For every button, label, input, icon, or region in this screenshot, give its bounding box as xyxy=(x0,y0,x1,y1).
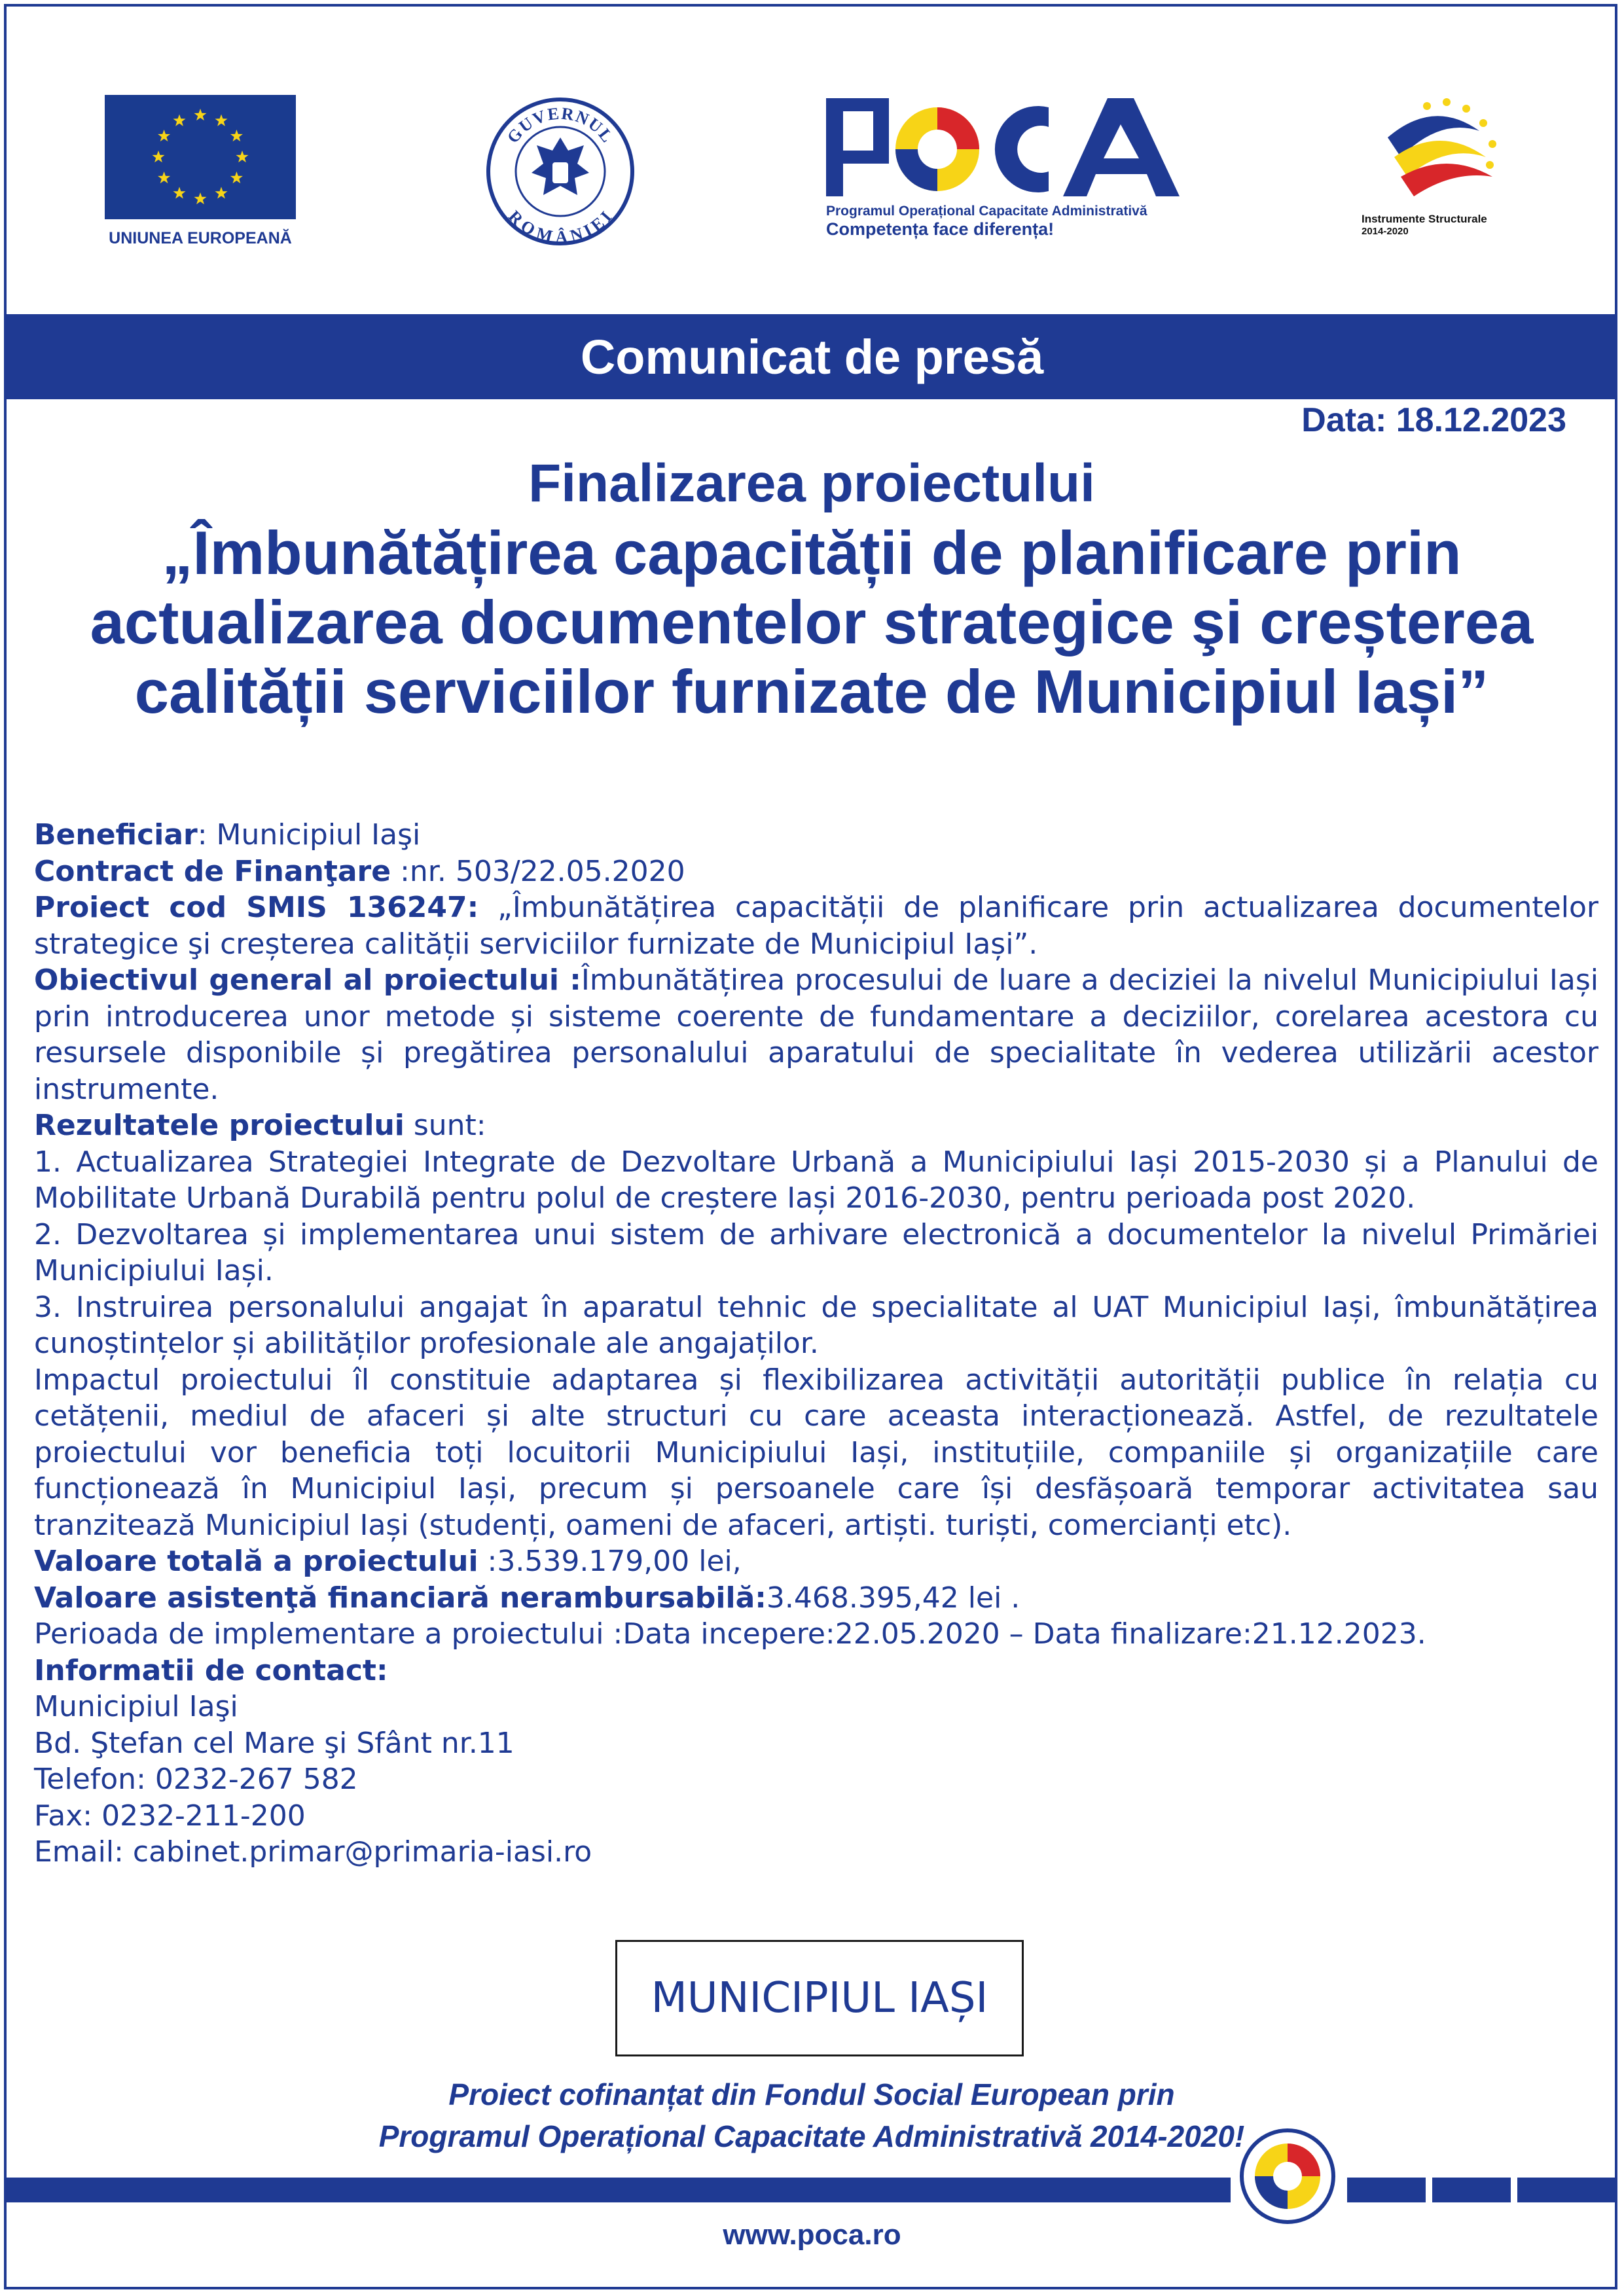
beneficiary-value: : Municipiul Iaşi xyxy=(197,818,421,852)
objective-value: Îmbunătățirea procesului de luare a deciziei la nivelul Municipiului Iași prin introducerea unor metode și sisteme coerente de fundamentare a deciziilor, corelarea acestora cu resursele disponibile și pregătirea personalului aparatului de specialitate în vederea utilizării acestor instrumente. xyxy=(34,963,1598,1106)
contact-email: Email: cabinet.primar@primaria-iasi.ro xyxy=(34,1835,592,1869)
press-release-body xyxy=(34,817,1598,1871)
results-suffix: sunt: xyxy=(404,1109,486,1142)
cofinancing-line-2: Programul Operațional Capacitate Administrativă 2014-2020! xyxy=(378,2119,1245,2153)
footer-bar-left xyxy=(7,2178,1231,2202)
title-line-1: Finalizarea proiectului xyxy=(528,454,1095,513)
contact-phone: Telefon: 0232-267 582 xyxy=(34,1763,358,1796)
poca-line2: Competența face diferența! xyxy=(826,219,1055,239)
svg-text:ROMÂNIEI xyxy=(505,207,616,246)
contract-line xyxy=(34,853,1598,890)
contact-fax: Fax: 0232-211-200 xyxy=(34,1799,306,1833)
smis-value: „Îmbunătățirea capacității de planificare prin actualizarea documentelor strategice şi creșterea calității serviciilor furnizate de Municipiul Iași”. xyxy=(34,891,1598,961)
footer-bar-seg-1 xyxy=(1347,2178,1426,2202)
gov-seal-bottom: ROMÂNIEI xyxy=(505,206,617,246)
poca-circle-icon xyxy=(1238,2127,1337,2225)
footer-website: www.poca.ro xyxy=(723,2219,901,2251)
result-item-1: 1. Actualizarea Strategiei Integrate de Dezvoltare Urbană a Municipiului Iași 2015-2030 și a Planului de Mobilitate Urbană Durabilă pentru polul de creștere Iași 2016-2030, pentru perioada post 2020. xyxy=(34,1145,1598,1215)
release-date: Data: 18.12.2023 xyxy=(1301,401,1566,439)
is-logo xyxy=(1362,92,1506,249)
contact-label: Informatii de contact: xyxy=(34,1653,388,1687)
impact-paragraph: Impactul proiectului îl constituie adaptarea și flexibilizarea activității autorității publice în relația cu cetățenii, mediul de afaceri și alte structuri cu care aceasta interacționează. Astfel, de rezultatele proiectului vor beneficia toți locuitorii Municipiului Iași, instituțiile, companiile și organizațiile care funcționează în Municipiul Iași, precum și persoanele care își desfășoară temporar activitatea sau tranzitează Municipiul Iași (studenți, oameni de afaceri, artiști. turiști, comercianți etc). xyxy=(34,1363,1598,1542)
is-swirl-icon xyxy=(1362,92,1506,209)
contact-heading xyxy=(34,1653,1598,1689)
smis-label: Proiect cod SMIS 136247: xyxy=(34,891,479,924)
objective-paragraph xyxy=(34,962,1598,1107)
gov-seal-top: GUVERNUL xyxy=(503,103,618,147)
poca-logo xyxy=(826,98,1180,242)
press-release-banner: Comunicat de presă xyxy=(7,314,1617,399)
gov-seal-icon xyxy=(486,97,635,246)
title-line-3: actualizarea documentelor strategice şi creșterea xyxy=(90,588,1534,656)
result-item-2: 2. Dezvoltarea și implementarea unui sistem de arhivare electronică a documentelor la nivelul Primăriei Municipiului Iași. xyxy=(34,1217,1598,1287)
grant-value-label: Valoare asistenţă financiară nerambursabilă: xyxy=(34,1581,767,1615)
municipality-box: MUNICIPIUL IAȘI xyxy=(615,1940,1024,2056)
cofinancing-line-1: Proiect cofinanțat din Fondul Social European prin xyxy=(448,2077,1175,2111)
poca-line1: Programul Operațional Capacitate Administrativă xyxy=(826,204,1147,219)
page-title xyxy=(39,449,1584,726)
grant-value: 3.468.395,42 lei . xyxy=(766,1581,1020,1615)
footer-bar-seg-2 xyxy=(1432,2178,1511,2202)
beneficiary-line xyxy=(34,817,1598,853)
objective-label: Obiectivul general al proiectului : xyxy=(34,963,581,997)
footer-bar-seg-3 xyxy=(1517,2178,1615,2202)
title-line-4: calității serviciilor furnizate de Municipiul Iași” xyxy=(134,657,1489,726)
total-value-line xyxy=(34,1543,1598,1580)
smis-paragraph xyxy=(34,889,1598,962)
eu-flag-icon xyxy=(105,95,296,219)
contact-address: Bd. Ştefan cel Mare şi Sfânt nr.11 xyxy=(34,1726,514,1760)
results-label: Rezultatele proiectului xyxy=(34,1109,405,1142)
result-item-3: 3. Instruirea personalului angajat în aparatul tehnic de specialitate al UAT Municipiul Iași, îmbunătățirea cunoștințelor și abilităților profesionale ale angajaților. xyxy=(34,1290,1598,1360)
implementation-period: Perioada de implementare a proiectului :Data incepere:22.05.2020 – Data finalizare:21.12.2023. xyxy=(34,1617,1426,1651)
contact-name: Municipiul Iaşi xyxy=(34,1690,238,1723)
results-line xyxy=(34,1107,1598,1144)
is-line2: 2014-2020 xyxy=(1362,226,1409,237)
poca-wordmark-icon xyxy=(826,98,1180,196)
eu-label: UNIUNEA EUROPEANĂ xyxy=(109,229,292,247)
total-value-label: Valoare totală a proiectului xyxy=(34,1545,478,1578)
grant-value-line xyxy=(34,1580,1598,1617)
title-line-2: „Îmbunătățirea capacității de planificare prin xyxy=(162,518,1462,587)
total-value: :3.539.179,00 lei, xyxy=(478,1545,742,1578)
beneficiary-label: Beneficiar xyxy=(34,818,198,852)
contract-value: :nr. 503/22.05.2020 xyxy=(391,854,685,888)
is-line1: Instrumente Structurale xyxy=(1362,213,1487,225)
contract-label: Contract de Finanţare xyxy=(34,854,391,888)
